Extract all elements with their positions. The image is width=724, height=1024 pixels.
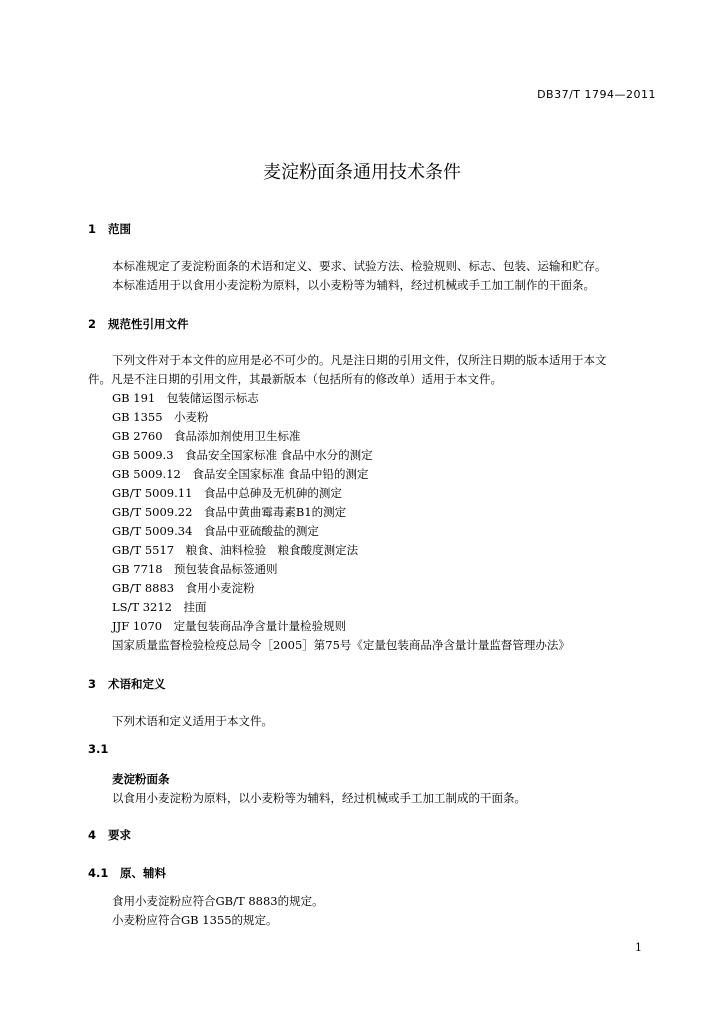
term-name: 麦淀粉面条 xyxy=(112,772,170,786)
section-2-intro: 下列文件对于本文件的应用是必不可少的。凡是注日期的引用文件，仅所注日期的版本适用于本文 xyxy=(112,353,607,367)
reference-item: 国家质量监督检验检疫总局令［2005］第75号《定量包装商品净含量计量监督管理办法》 xyxy=(112,638,570,652)
section-1-heading xyxy=(88,221,131,237)
section-number: 1 xyxy=(88,222,97,236)
subsection-3-1-number: 3.1 xyxy=(88,742,109,756)
reference-item: GB 7718 预包装食品标签通则 xyxy=(112,562,278,576)
section-2-intro: 件。凡是不注日期的引用文件，其最新版本（包括所有的修改单）适用于本文件。 xyxy=(88,372,502,386)
requirement-line: 食用小麦淀粉应符合GB/T 8883的规定。 xyxy=(112,894,324,908)
reference-item: GB/T 8883 食用小麦淀粉 xyxy=(112,581,255,595)
reference-item: JJF 1070 定量包装商品净含量计量检验规则 xyxy=(112,619,347,633)
reference-item: LS/T 3212 挂面 xyxy=(112,600,207,614)
subsection-4-1-heading xyxy=(88,865,166,881)
subsection-number: 4.1 xyxy=(88,866,109,880)
section-number: 2 xyxy=(88,317,97,331)
reference-item: GB 191 包装储运图示标志 xyxy=(112,391,259,405)
section-1-paragraph: 本标准适用于以食用小麦淀粉为原料，以小麦粉等为辅料，经过机械或手工加工制作的干面条。 xyxy=(112,278,595,292)
reference-item: GB/T 5009.11 食品中总砷及无机砷的测定 xyxy=(112,486,342,500)
section-2-heading xyxy=(88,316,189,332)
section-3-intro: 下列术语和定义适用于本文件。 xyxy=(112,714,273,728)
term-definition: 以食用小麦淀粉为原料，以小麦粉等为辅料，经过机械或手工加工制成的干面条。 xyxy=(112,791,526,805)
section-title: 要求 xyxy=(108,828,131,842)
reference-item: GB 5009.12 食品安全国家标准 食品中铅的测定 xyxy=(112,467,369,481)
section-number: 4 xyxy=(88,828,97,842)
requirement-line: 小麦粉应符合GB 1355的规定。 xyxy=(112,913,278,927)
reference-item: GB 2760 食品添加剂使用卫生标准 xyxy=(112,429,301,443)
reference-item: GB 5009.3 食品安全国家标准 食品中水分的测定 xyxy=(112,448,373,462)
section-title: 规范性引用文件 xyxy=(108,317,189,331)
subsection-title: 原、辅料 xyxy=(120,866,166,880)
section-4-heading xyxy=(88,827,131,843)
reference-item: GB/T 5009.34 食品中亚硫酸盐的测定 xyxy=(112,524,319,538)
section-1-paragraph: 本标准规定了麦淀粉面条的术语和定义、要求、试验方法、检验规则、标志、包装、运输和贮存。 xyxy=(112,259,607,273)
page-number: 1 xyxy=(635,941,642,954)
document-title: 麦淀粉面条通用技术条件 xyxy=(263,162,461,183)
standard-code: DB37/T 1794—2011 xyxy=(537,88,656,101)
section-3-heading xyxy=(88,676,166,692)
reference-item: GB 1355 小麦粉 xyxy=(112,410,209,424)
reference-item: GB/T 5009.22 食品中黄曲霉毒素B1的测定 xyxy=(112,505,347,519)
section-title: 范围 xyxy=(108,222,131,236)
reference-item: GB/T 5517 粮食、油料检验 粮食酸度测定法 xyxy=(112,543,359,557)
section-number: 3 xyxy=(88,677,97,691)
section-title: 术语和定义 xyxy=(108,677,166,691)
